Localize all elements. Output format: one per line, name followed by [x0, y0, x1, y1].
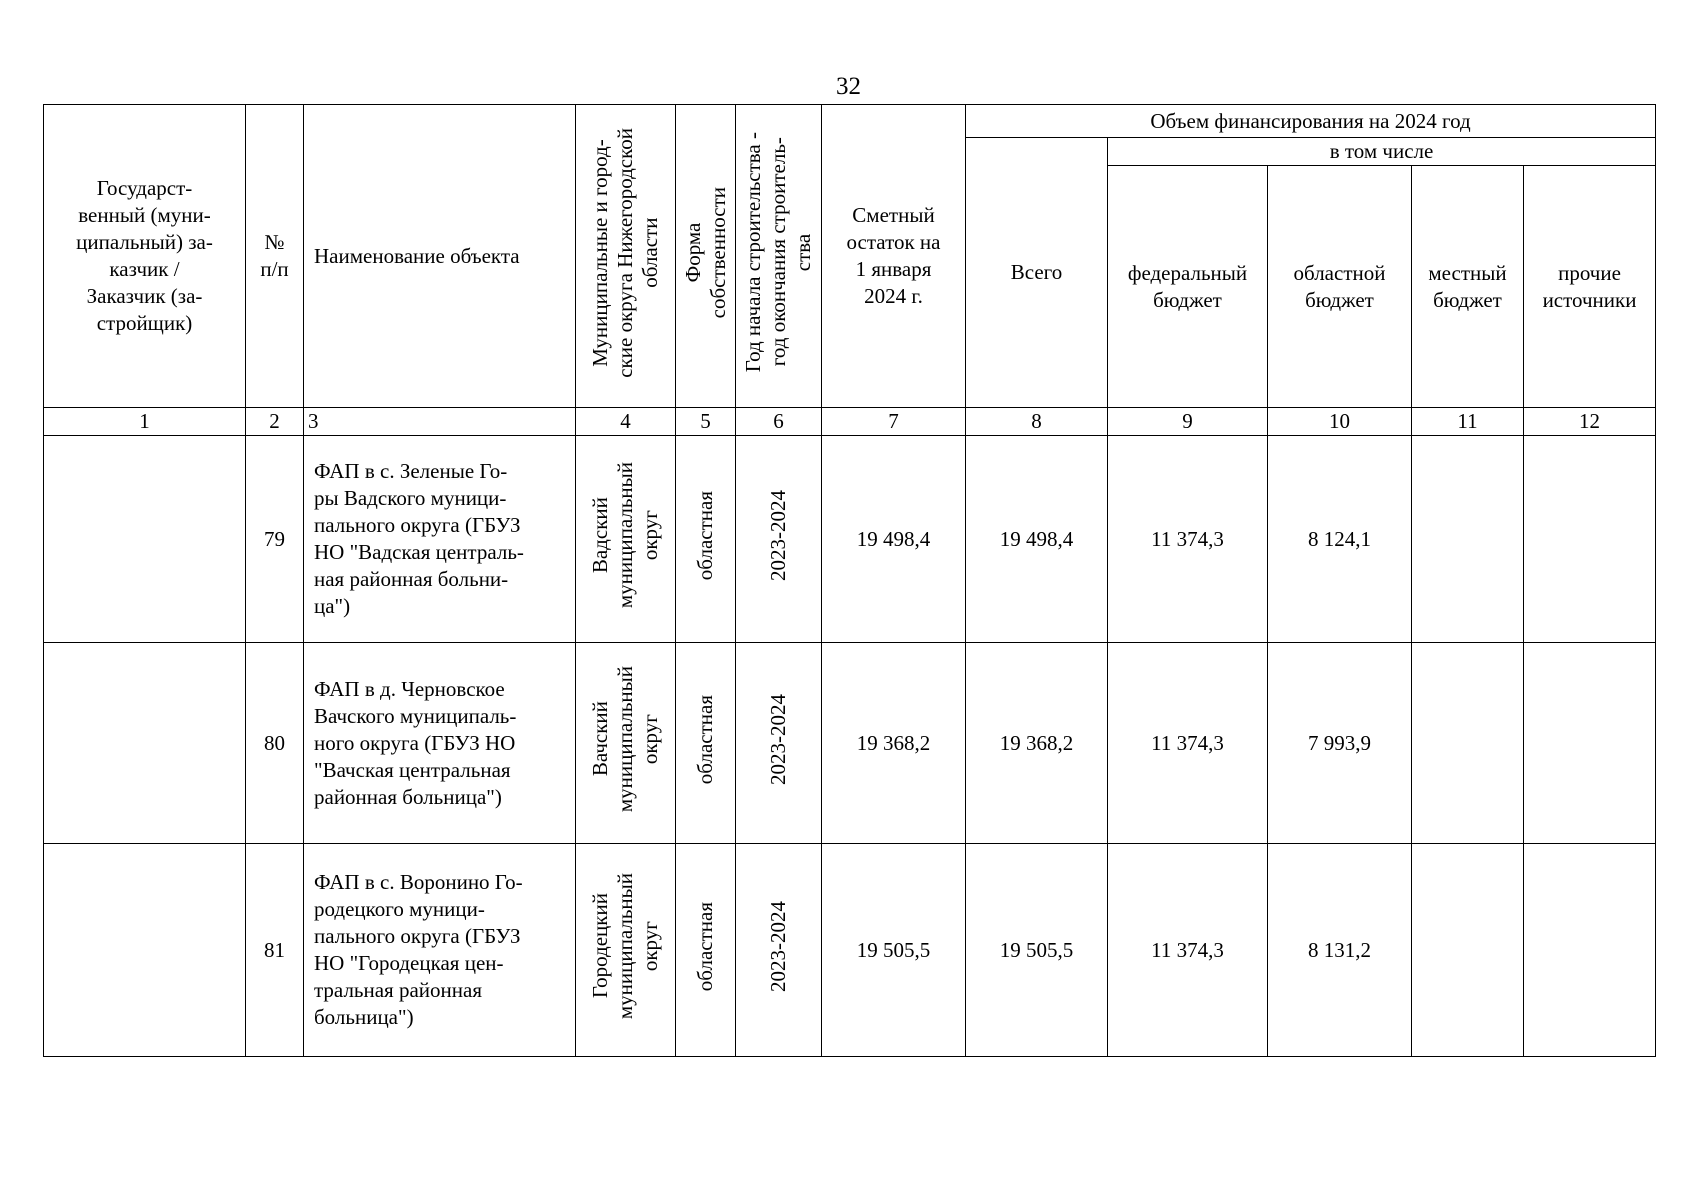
header-years-cell	[736, 105, 822, 408]
header-including: в том числе	[1108, 138, 1656, 166]
row-number: 80	[246, 643, 304, 844]
row-municipality-cell	[576, 844, 676, 1057]
row-customer	[44, 844, 246, 1057]
column-number: 5	[676, 408, 736, 436]
financing-table	[43, 104, 1656, 1057]
row-years-cell	[736, 643, 822, 844]
header-regional: областной бюджет	[1268, 166, 1412, 408]
header-local: местный бюджет	[1412, 166, 1524, 408]
row-local	[1412, 844, 1524, 1057]
row-federal: 11 374,3	[1108, 844, 1268, 1057]
column-number: 4	[576, 408, 676, 436]
header-total: Всего	[966, 138, 1108, 408]
row-other	[1524, 436, 1656, 643]
row-federal: 11 374,3	[1108, 436, 1268, 643]
row-years-cell	[736, 844, 822, 1057]
row-regional: 7 993,9	[1268, 643, 1412, 844]
row-municipality-cell	[576, 436, 676, 643]
row-other	[1524, 844, 1656, 1057]
header-number: № п/п	[246, 105, 304, 408]
row-years: 2023-2024	[766, 490, 790, 581]
row-years: 2023-2024	[766, 694, 790, 785]
row-municipality: Городецкий муниципальный округ	[588, 873, 662, 1020]
row-regional: 8 131,2	[1268, 844, 1412, 1057]
header-financing: Объем финансирования на 2024 год	[966, 105, 1656, 138]
column-number: 9	[1108, 408, 1268, 436]
table-row	[44, 436, 1656, 643]
row-ownership-cell	[676, 436, 736, 643]
row-number: 81	[246, 844, 304, 1057]
column-number: 2	[246, 408, 304, 436]
header-row-1	[44, 105, 1656, 138]
row-municipality-cell	[576, 643, 676, 844]
row-local	[1412, 643, 1524, 844]
column-number-row	[44, 408, 1656, 436]
row-years-cell	[736, 436, 822, 643]
row-object-name: ФАП в д. Черновское Вачского муниципаль- ного округа (ГБУЗ НО "Вачская центральная районная больница")	[304, 643, 576, 844]
column-number: 11	[1412, 408, 1524, 436]
column-number: 8	[966, 408, 1108, 436]
row-ownership-cell	[676, 844, 736, 1057]
header-municipality: Муниципальные и город- ские округа Нижегородской области	[588, 127, 662, 378]
row-years: 2023-2024	[766, 901, 790, 992]
row-ownership: областная	[693, 694, 717, 785]
column-number: 6	[736, 408, 822, 436]
row-other	[1524, 643, 1656, 844]
row-customer	[44, 436, 246, 643]
row-ownership: областная	[693, 901, 717, 992]
row-ownership: областная	[693, 490, 717, 581]
row-total: 19 368,2	[966, 643, 1108, 844]
row-federal: 11 374,3	[1108, 643, 1268, 844]
column-number: 7	[822, 408, 966, 436]
header-other: прочие источники	[1524, 166, 1656, 408]
row-ownership-cell	[676, 643, 736, 844]
row-regional: 8 124,1	[1268, 436, 1412, 643]
column-number: 1	[44, 408, 246, 436]
column-number: 3	[304, 408, 576, 436]
header-object-name: Наименование объекта	[304, 105, 576, 408]
row-municipality: Вадский муниципальный округ	[588, 462, 662, 609]
row-customer	[44, 643, 246, 844]
row-total: 19 498,4	[966, 436, 1108, 643]
header-ownership: Форма собственности	[680, 186, 730, 319]
row-municipality: Вачский муниципальный округ	[588, 666, 662, 813]
header-ownership-cell	[676, 105, 736, 408]
page-number: 32	[836, 73, 861, 100]
header-municipality-cell	[576, 105, 676, 408]
header-estimate: Сметный остаток на 1 января 2024 г.	[822, 105, 966, 408]
row-number: 79	[246, 436, 304, 643]
column-number: 10	[1268, 408, 1412, 436]
row-estimate: 19 505,5	[822, 844, 966, 1057]
header-customer: Государст- венный (муни- ципальный) за- казчик / Заказчик (за- стройщик)	[44, 105, 246, 408]
row-object-name: ФАП в с. Зеленые Го- ры Вадского муници- пального округа (ГБУЗ НО "Вадская централь- ная районная больни- ца")	[304, 436, 576, 643]
header-federal: федеральный бюджет	[1108, 166, 1268, 408]
row-object-name: ФАП в с. Воронино Го- родецкого муници- пального округа (ГБУЗ НО "Городецкая цен- тральная районная больница")	[304, 844, 576, 1057]
header-years: Год начала строительства - год окончания строитель- ства	[741, 132, 815, 373]
row-estimate: 19 498,4	[822, 436, 966, 643]
table-row	[44, 844, 1656, 1057]
row-estimate: 19 368,2	[822, 643, 966, 844]
row-total: 19 505,5	[966, 844, 1108, 1057]
row-local	[1412, 436, 1524, 643]
table-row	[44, 643, 1656, 844]
column-number: 12	[1524, 408, 1656, 436]
